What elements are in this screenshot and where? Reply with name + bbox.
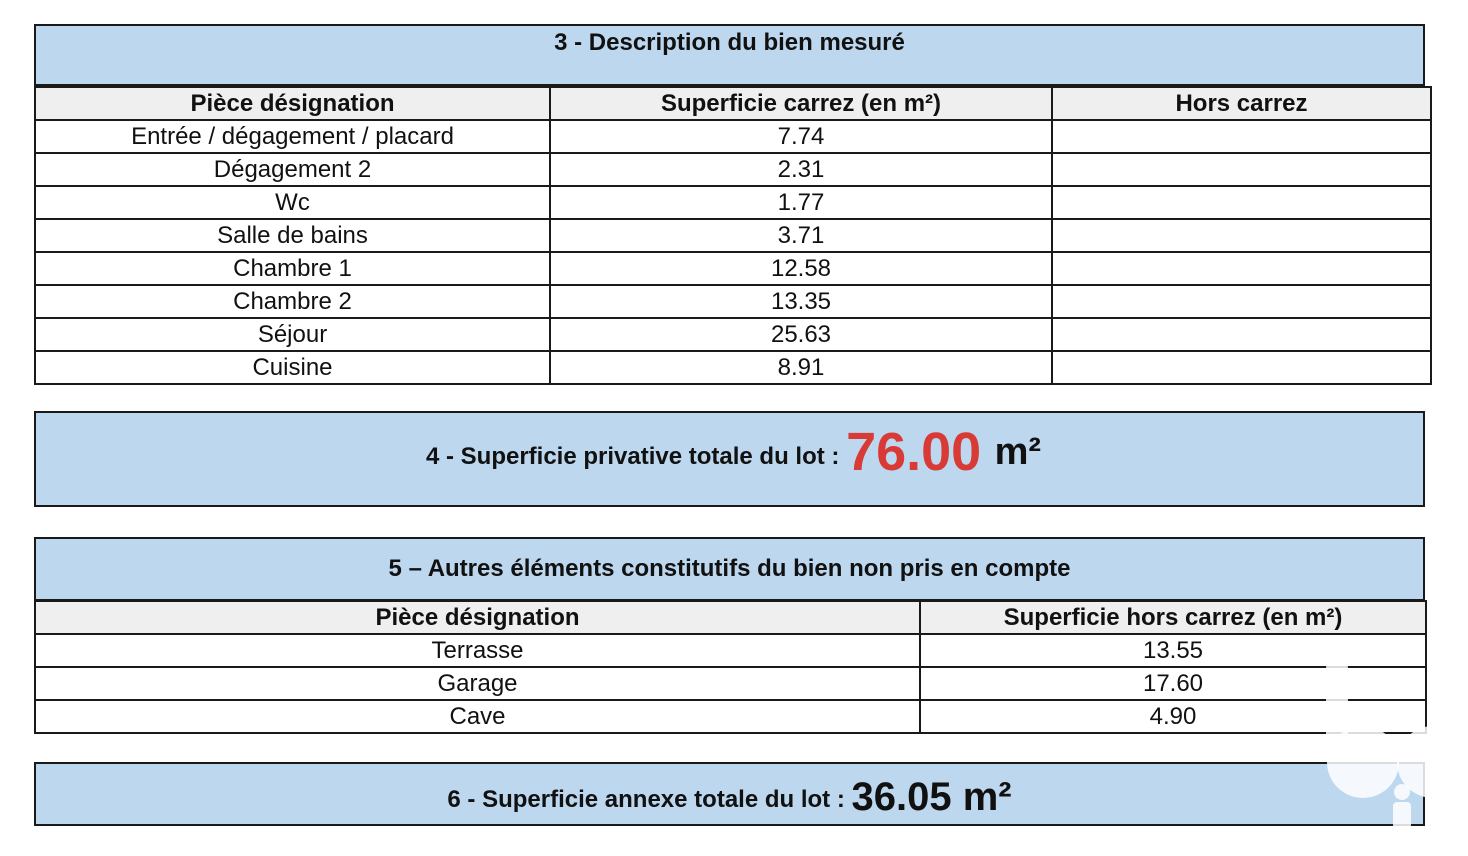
rooms-table [34, 86, 1432, 385]
col-header-piece: Pièce désignation [35, 601, 920, 634]
watermark-logo [1308, 662, 1468, 842]
table-row [35, 700, 1426, 733]
col-header-superficie: Superficie carrez (en m²) [550, 87, 1052, 120]
annex-area-label: 6 - Superficie annexe totale du lot : [447, 786, 852, 813]
annex-name: Terrasse [35, 634, 920, 667]
section-3-header [34, 24, 1425, 86]
annex-area-total [36, 772, 1423, 825]
table-row [35, 285, 1431, 318]
room-name: Cuisine [35, 351, 550, 384]
table-row [35, 634, 1426, 667]
room-hors-carrez [1052, 285, 1431, 318]
annex-name: Garage [35, 667, 920, 700]
private-area-value: 76.00 [846, 422, 982, 482]
section-5-title: 5 – Autres éléments constitutifs du bien non pris en compte [388, 555, 1071, 582]
room-name: Chambre 1 [35, 252, 550, 285]
room-area: 13.35 [550, 285, 1052, 318]
section-6-total-box [34, 762, 1425, 826]
room-hors-carrez [1052, 318, 1431, 351]
section-5-header [34, 537, 1425, 601]
table-row [35, 667, 1426, 700]
annex-table-header-row [35, 601, 1426, 634]
annex-area-value: 36.05 m² [851, 775, 1012, 819]
room-name: Chambre 2 [35, 285, 550, 318]
section-3-title: 3 - Description du bien mesuré [554, 29, 905, 56]
room-area: 2.31 [550, 153, 1052, 186]
annex-table [34, 600, 1427, 734]
room-name: Wc [35, 186, 550, 219]
room-area: 25.63 [550, 318, 1052, 351]
table-row [35, 186, 1431, 219]
table-row [35, 219, 1431, 252]
private-area-unit: m² [994, 431, 1042, 473]
room-area: 3.71 [550, 219, 1052, 252]
room-name: Séjour [35, 318, 550, 351]
room-area: 7.74 [550, 120, 1052, 153]
annex-area: 17.60 [920, 667, 1426, 700]
col-header-piece: Pièce désignation [35, 87, 550, 120]
rooms-table-header-row [35, 87, 1431, 120]
room-hors-carrez [1052, 120, 1431, 153]
annex-area: 4.90 [920, 700, 1426, 733]
room-hors-carrez [1052, 252, 1431, 285]
room-name: Dégagement 2 [35, 153, 550, 186]
table-row [35, 120, 1431, 153]
room-area: 8.91 [550, 351, 1052, 384]
table-row [35, 351, 1431, 384]
room-hors-carrez [1052, 186, 1431, 219]
room-name: Entrée / dégagement / placard [35, 120, 550, 153]
table-row [35, 318, 1431, 351]
room-hors-carrez [1052, 153, 1431, 186]
annex-area: 13.55 [920, 634, 1426, 667]
room-area: 12.58 [550, 252, 1052, 285]
col-header-hors-carrez: Hors carrez [1052, 87, 1431, 120]
section-4-total-box [34, 411, 1425, 507]
room-name: Salle de bains [35, 219, 550, 252]
room-hors-carrez [1052, 219, 1431, 252]
room-area: 1.77 [550, 186, 1052, 219]
table-row [35, 153, 1431, 186]
room-hors-carrez [1052, 351, 1431, 384]
annex-name: Cave [35, 700, 920, 733]
table-row [35, 252, 1431, 285]
col-header-superficie-hors-carrez: Superficie hors carrez (en m²) [920, 601, 1426, 634]
private-area-total [36, 417, 1423, 492]
private-area-label: 4 - Superficie privative totale du lot : [425, 443, 847, 470]
